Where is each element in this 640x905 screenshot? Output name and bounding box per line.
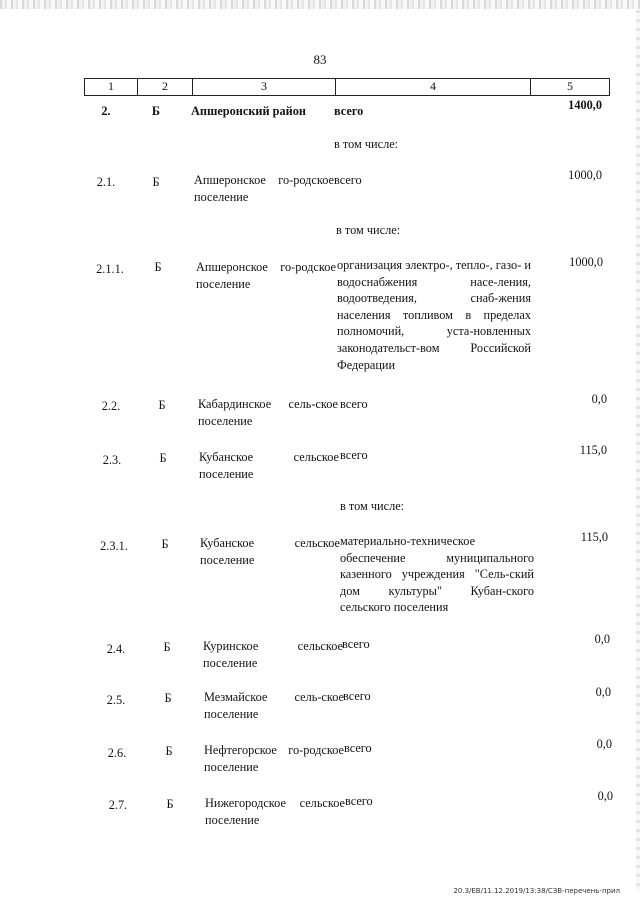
row-number: 2.3.1. [100,539,128,553]
row-group: Б [158,398,166,412]
row-value: 115,0 [579,443,607,457]
scan-artifact-right [636,10,640,890]
row-desc: всего [334,104,364,118]
including-label: в том числе: [336,223,401,237]
row-group: Б [165,744,173,758]
row-name: Кабардинское сель-ское поселение [198,397,338,428]
row-group: Б [159,451,167,465]
row-name: Апшеронское го-родское поселение [194,173,334,204]
row-name: Кубанское сельское поселение [200,536,340,567]
row-desc: всего [340,397,368,411]
including-label: в том числе: [334,137,399,151]
row-number: 2.2. [101,399,121,413]
row-name: Мезмайское сель-ское поселение [204,690,344,721]
row-number: 2. [101,104,111,118]
column-header-4: 4 [335,78,530,96]
row-desc: материально-техническое обеспечение муниципального казенного учреждения "Сель-ский дом культуры" Кубан-ского сельского поселения [340,534,534,615]
row-group: Б [161,537,169,551]
row-number: 2.1.1. [96,262,124,276]
row-name: Апшеронский район [191,104,306,118]
page-number: 83 [313,52,327,67]
row-name: Куринское сельское поселение [203,639,343,670]
row-desc: всего [344,741,372,755]
row-group: Б [163,640,171,654]
row-group: Б [152,175,160,189]
row-desc: всего [334,173,362,187]
row-number: 2.3. [102,453,122,467]
row-group: Б [151,104,161,118]
row-number: 2.1. [96,175,116,189]
row-desc: всего [340,448,368,462]
row-value: 0,0 [591,392,607,406]
row-number: 2.4. [106,642,126,656]
row-value: 0,0 [595,685,611,699]
row-group: Б [164,691,172,705]
row-value: 1400,0 [568,98,602,112]
row-desc: организация электро-, тепло-, газо- и водоснабжения насе-ления, водоотведения, снаб-жения населения топливом в пределах полномочий, уста-новленных законодательст-вом Российской Федерации [337,258,531,372]
row-value: 115,0 [580,530,608,544]
row-value: 1000,0 [568,168,602,182]
column-header-2: 2 [137,78,192,96]
row-name: Нефтегорское го-родское поселение [204,743,344,774]
footer-reference: 20.3/ЕВ/11.12.2019/13:38/СЗВ-перечень-прил [453,887,620,895]
row-name: Апшеронское го-родское поселение [196,260,336,291]
row-desc: всего [342,637,370,651]
row-desc: всего [345,794,373,808]
row-name: Кубанское сельское поселение [199,450,339,481]
row-group: Б [154,260,162,274]
column-header-1: 1 [84,78,137,96]
row-group: Б [166,797,174,811]
including-label: в том числе: [340,499,405,513]
row-value: 0,0 [597,789,613,803]
row-number: 2.6. [107,746,127,760]
scan-artifact-top [0,0,640,9]
column-header-3: 3 [192,78,335,96]
row-desc: всего [343,689,371,703]
row-value: 0,0 [596,737,612,751]
column-header-5: 5 [530,78,610,96]
row-name: Нижегородское сельское поселение [205,796,345,827]
row-number: 2.7. [108,798,128,812]
column-header-row [84,78,610,96]
row-number: 2.5. [106,693,126,707]
row-value: 0,0 [594,632,610,646]
row-value: 1000,0 [569,255,603,269]
